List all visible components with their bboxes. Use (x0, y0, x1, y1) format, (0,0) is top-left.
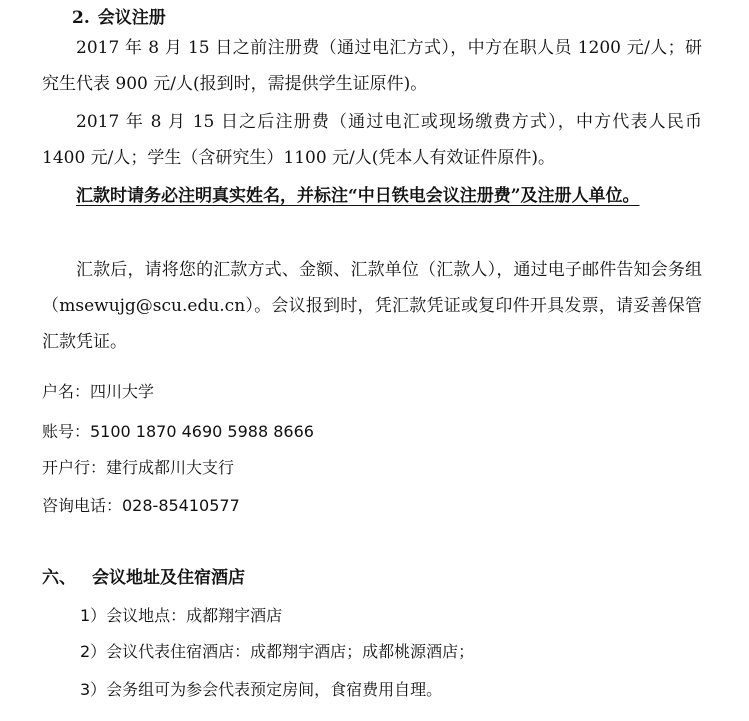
remittance-notice-paragraph: 汇款时请务必注明真实姓名，并标注“中日铁电会议注册费”及注册人单位。 (76, 186, 640, 206)
registration-fee-after-paragraph: 2017 年 8 月 15 日之后注册费（通过电汇或现场缴费方式），中方代表人民币 1400 元/人；学生（含研究生）1100 元/人(凭本人有效证件原件)。 (42, 112, 702, 168)
hotel-list-item: 2）会议代表住宿酒店：成都翔宇酒店；成都桃源酒店； (80, 642, 475, 661)
booking-list-item: 3）会务组可为参会代表预定房间，食宿费用自理。 (80, 680, 443, 699)
venue-section-number: 六、 (42, 568, 76, 588)
registration-fee-before-paragraph: 2017 年 8 月 15 日之前注册费（通过电汇方式），中方在职人员 1200 元/人；研究生代表 900 元/人(报到时，需提供学生证原件)。 (42, 38, 702, 94)
registration-heading-title: 会议注册 (97, 8, 166, 28)
venue-section-heading (42, 566, 245, 590)
bank-branch: 开户行：建行成都川大支行 (42, 458, 235, 477)
account-name: 户名：四川大学 (42, 382, 155, 401)
registration-heading-number: 2. (72, 8, 90, 28)
venue-list-item: 1）会议地点：成都翔宇酒店 (80, 606, 283, 625)
remittance-instructions-paragraph: 汇款后，请将您的汇款方式、金额、汇款单位（汇款人），通过电子邮件告知会务组（msewujg@scu.edu.cn）。会议报到时，凭汇款凭证或复印件开具发票，请妥善保管汇款凭证。 (42, 260, 702, 352)
inquiry-phone: 咨询电话：028-85410577 (42, 496, 240, 515)
registration-heading (72, 6, 166, 30)
account-number: 账号：5100 1870 4690 5988 8666 (42, 422, 314, 441)
venue-section-title: 会议地址及住宿酒店 (92, 568, 245, 588)
